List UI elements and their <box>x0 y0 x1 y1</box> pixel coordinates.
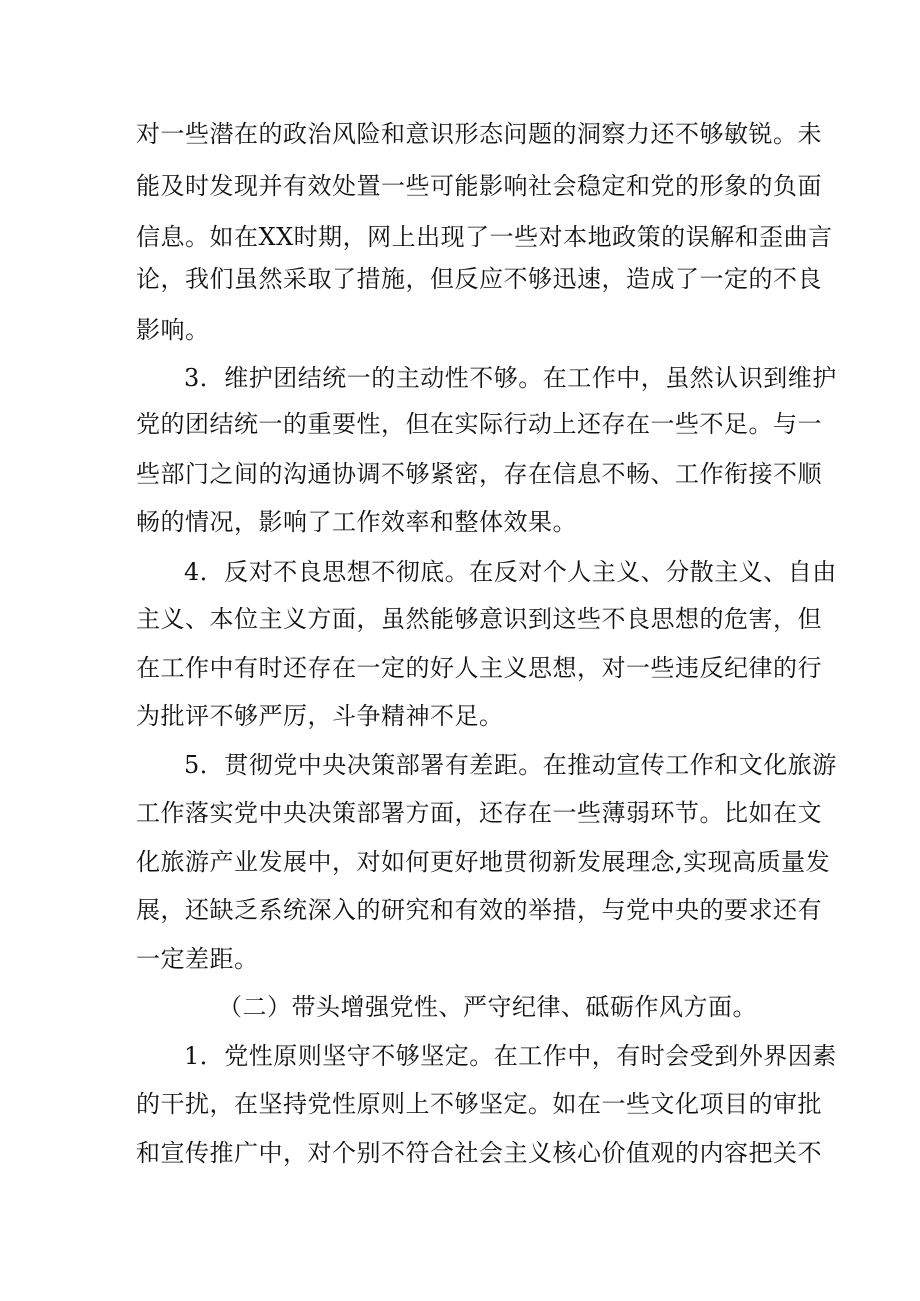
text-line: 些部门之间的沟通协调不够紧密，存在信息不畅、工作衔接不顺 <box>136 460 822 488</box>
paragraph-3-start: 3．维护团结统一的主动性不够。在工作中，虽然认识到维护 <box>184 364 837 392</box>
text-line: 能及时发现并有效处置一些可能影响社会稳定和党的形象的负面 <box>136 172 822 200</box>
text-line: 为批评不够严厉，斗争精神不足。 <box>136 702 504 730</box>
text-line: 党的团结统一的重要性，但在实际行动上还存在一些不足。与一 <box>136 410 822 438</box>
text-line: 主义、本位主义方面，虽然能够意识到这些不良思想的危害，但 <box>136 605 822 633</box>
text-line: 在工作中有时还存在一定的好人主义思想，对一些违反纪律的行 <box>136 654 822 682</box>
text-line: 一定差距。 <box>136 945 259 973</box>
text-line: 化旅游产业发展中，对如何更好地贯彻新发展理念,实现高质量发 <box>136 848 831 876</box>
text-line: 论，我们虽然采取了措施，但反应不够迅速，造成了一定的不良 <box>136 265 822 293</box>
section-heading: （二）带头增强党性、严守纪律、砥砺作风方面。 <box>218 993 757 1021</box>
text-line: 畅的情况，影响了工作效率和整体效果。 <box>136 508 577 536</box>
paragraph-4-start: 4．反对不良思想不彻底。在反对个人主义、分散主义、自由 <box>184 558 837 586</box>
text-line: 影响。 <box>136 316 210 344</box>
text-line: 和宣传推广中，对个别不符合社会主义核心价值观的内容把关不 <box>136 1139 822 1167</box>
text-line: 展，还缺乏系统深入的研究和有效的举措，与党中央的要求还有 <box>136 896 822 924</box>
paragraph-1-start: 1．党性原则坚守不够坚定。在工作中，有时会受到外界因素 <box>184 1042 837 1070</box>
paragraph-5-start: 5．贯彻党中央决策部署有差距。在推动宣传工作和文化旅游 <box>184 751 837 779</box>
text-line: 的干扰，在坚持党性原则上不够坚定。如在一些文化项目的审批 <box>136 1090 822 1118</box>
text-line: 信息。如在XX时期，网上出现了一些对本地政策的误解和歪曲言 <box>136 223 833 251</box>
text-line: 对一些潜在的政治风险和意识形态问题的洞察力还不够敏锐。未 <box>136 120 822 148</box>
text-line: 工作落实党中央决策部署方面，还存在一些薄弱环节。比如在文 <box>136 799 822 827</box>
